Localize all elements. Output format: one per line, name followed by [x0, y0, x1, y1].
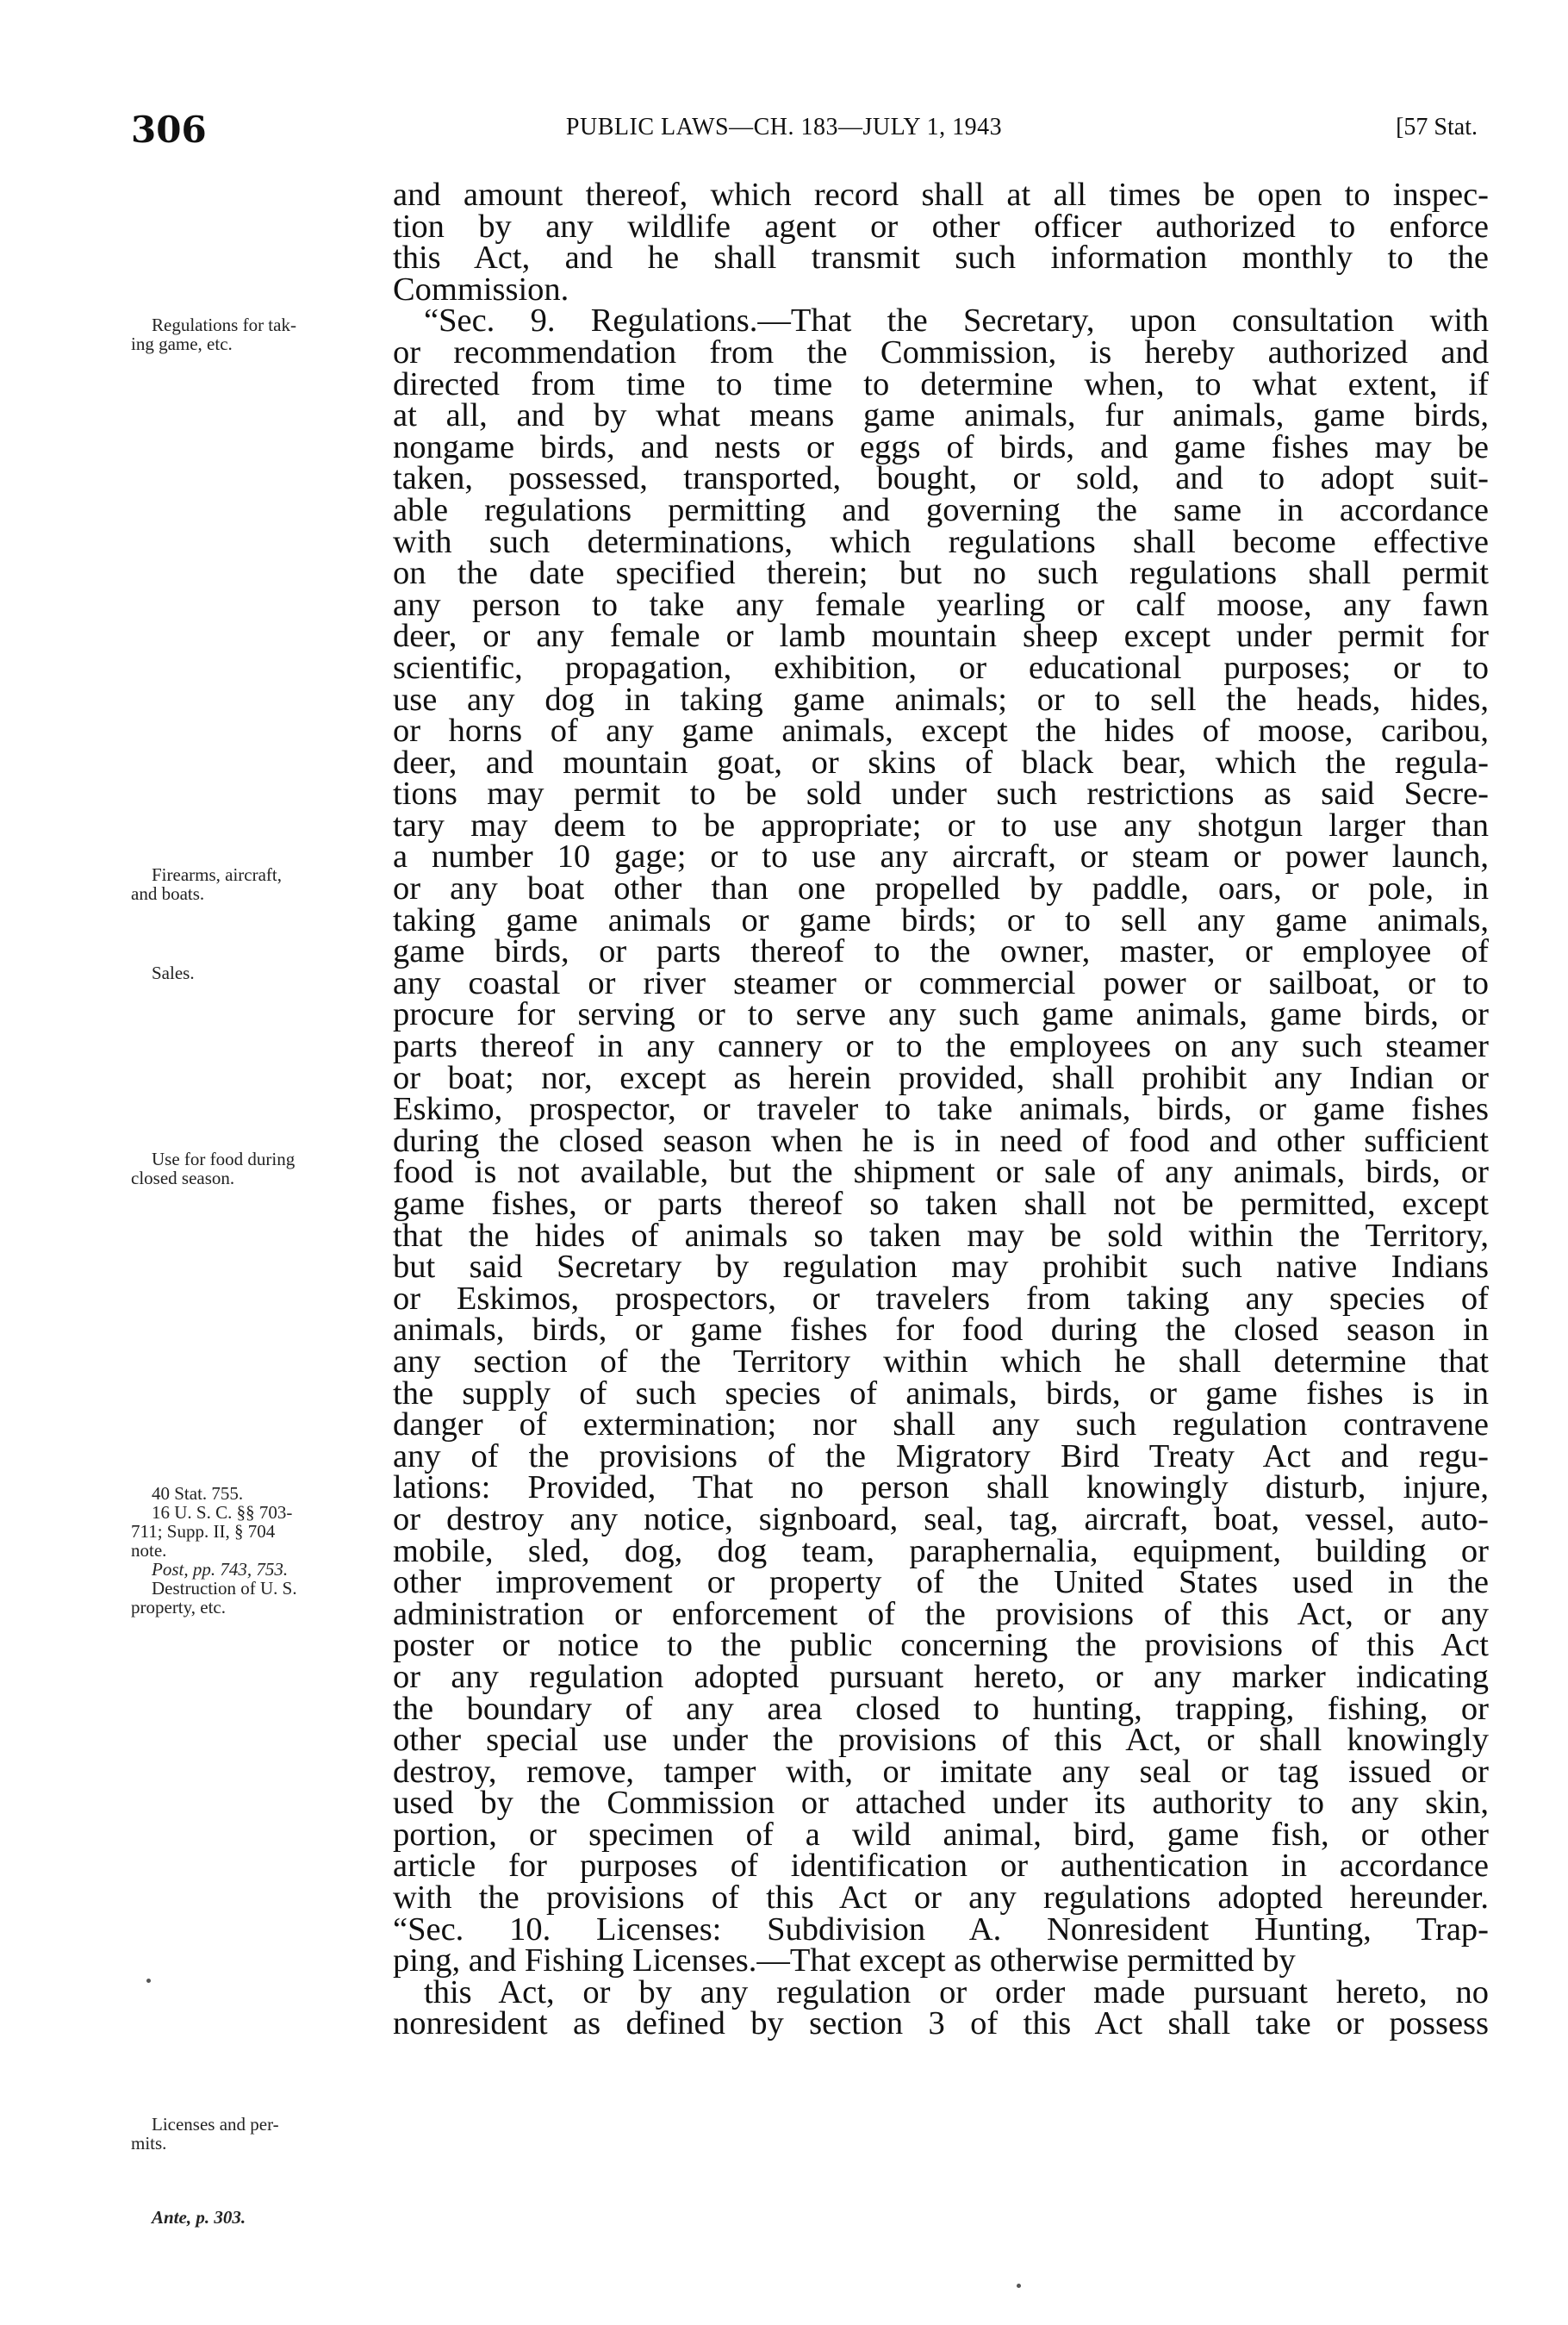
body-line: ping, and Fishing Licenses.—That except as otherwise permitted by	[393, 1942, 1296, 1979]
margin-note-line: Licenses and per-	[152, 2114, 279, 2135]
body-line: directed from time to time to determine when, to what extent, if	[393, 365, 1489, 402]
body-line: animals, birds, or game fishes for food during the closed season in	[393, 1312, 1489, 1349]
body-line: or any boat other than one propelled by paddle, oars, or pole, in	[393, 870, 1489, 907]
margin-note-line: 711; Supp. II, § 704	[131, 1521, 276, 1542]
body-line: use any dog in taking game animals; or to sell the heads, hides,	[393, 681, 1489, 718]
margin-note-line: 40 Stat. 755.	[152, 1483, 244, 1504]
footer-dot	[1017, 2284, 1021, 2288]
body-line: a number 10 gage; or to use any aircraft, or steam or power launch,	[393, 838, 1489, 876]
body-line: with such determinations, which regulations shall become effective	[393, 523, 1489, 560]
margin-note-line: and boats.	[131, 883, 205, 904]
body-line: game fishes, or parts thereof so taken shall not be permitted, except	[393, 1186, 1489, 1222]
body-line: parts thereof in any cannery or to the employees on any such steamer	[393, 1028, 1489, 1065]
body-line: procure for serving or to serve any such game animals, game birds, or	[393, 996, 1489, 1033]
body-line: on the date specified therein; but no such regulations shall permit	[393, 555, 1489, 592]
body-line: “Sec. 10. Licenses: Subdivision A. Nonresident Hunting, Trap-	[393, 1910, 1489, 1948]
body-line: or Eskimos, prospectors, or travelers from taking any species of	[393, 1280, 1489, 1317]
page-header	[0, 109, 1568, 152]
body-line: any section of the Territory within which he shall determine that	[393, 1343, 1489, 1380]
body-line: but said Secretary by regulation may prohibit such native Indians	[393, 1249, 1489, 1286]
body-line: deer, or any female or lamb mountain sheep except under permit for	[393, 618, 1489, 655]
margin-note-line: property, etc.	[131, 1597, 227, 1618]
margin-note-line: 16 U. S. C. §§ 703-	[152, 1502, 293, 1523]
body-line: this Act, and he shall transmit such information monthly to the	[393, 240, 1489, 277]
body-line: tary may deem to be appropriate; or to use any shotgun larger than	[393, 807, 1489, 844]
body-line: game birds, or parts thereof to the owner, master, or employee of	[393, 933, 1489, 970]
body-line: or horns of any game animals, except the hides of moose, caribou,	[393, 713, 1489, 750]
body-line	[393, 2072, 1489, 2104]
body-line: Commission.	[393, 271, 569, 308]
body-line: or boat; nor, except as herein provided, shall prohibit any Indian or	[393, 1059, 1489, 1096]
margin-note-line: Ante, p. 303.	[152, 2207, 246, 2228]
margin-note-line: closed season.	[131, 1168, 235, 1188]
margin-note-line: note.	[131, 1540, 167, 1561]
statute-body	[393, 179, 1489, 2103]
body-line: Eskimo, prospector, or traveler to take animals, birds, or game fishes	[393, 1091, 1489, 1128]
body-line: or destroy any notice, signboard, seal, tag, aircraft, boat, vessel, auto-	[393, 1500, 1489, 1537]
body-line: article for purposes of identification or authentication in accordance	[393, 1848, 1489, 1885]
body-line: used by the Commission or attached under its authority to any skin,	[393, 1785, 1489, 1822]
margin-note-sales	[131, 963, 195, 982]
margin-note-line: Post, pp. 743, 753.	[152, 1559, 289, 1580]
margin-note-firearms	[131, 865, 282, 903]
margin-dot	[146, 1979, 151, 1983]
margin-note-line: Regulations for tak-	[152, 315, 296, 335]
body-line: portion, or specimen of a wild animal, bird, game fish, or other	[393, 1816, 1489, 1853]
body-line: taking game animals or game birds; or to sell any game animals,	[393, 901, 1489, 938]
body-line: or recommendation from the Commission, is hereby authorized and	[393, 333, 1489, 371]
body-line: with the provisions of this Act or any regulations adopted hereunder.	[393, 1879, 1489, 1917]
margin-note-line: Use for food during	[152, 1149, 296, 1169]
body-line: taken, possessed, transported, bought, or sold, and to adopt suit-	[393, 460, 1489, 497]
body-line: tions may permit to be sold under such restrictions as said Secre-	[393, 776, 1489, 813]
body-line: scientific, propagation, exhibition, or educational purposes; or to	[393, 649, 1489, 686]
margin-note-line: Firearms, aircraft,	[152, 864, 283, 885]
body-line: danger of extermination; nor shall any such regulation contravene	[393, 1406, 1489, 1443]
body-line: nongame birds, and nests or eggs of birds, and game fishes may be	[393, 428, 1489, 465]
body-line: at all, and by what means game animals, fur animals, game birds,	[393, 397, 1489, 434]
margin-note-use-for-food	[131, 1150, 295, 1187]
section-9-heading-line: “Sec. 9. Regulations.—That the Secretary, upon consultation with	[424, 302, 1489, 340]
body-line: any coastal or river steamer or commercial power or sailboat, or to	[393, 964, 1489, 1001]
body-line: and amount thereof, which record shall at all times be open to inspec-	[393, 177, 1489, 213]
margin-note-regulations	[131, 315, 296, 353]
page-number: 306	[131, 109, 207, 151]
body-line: tion by any wildlife agent or other officer authorized to enforce	[393, 208, 1489, 245]
margin-note-line: Sales.	[152, 963, 195, 983]
body-line: or any regulation adopted pursuant hereto, or any marker indicating	[393, 1658, 1489, 1695]
body-line: deer, and mountain goat, or skins of black bear, which the regula-	[393, 744, 1489, 781]
body-line: any person to take any female yearling or calf moose, any fawn	[393, 586, 1489, 623]
margin-note-line: Destruction of U. S.	[152, 1578, 297, 1599]
margin-note-citations	[131, 1484, 297, 1617]
body-line: destroy, remove, tamper with, or imitate any seal or tag issued or	[393, 1753, 1489, 1790]
body-line: administration or enforcement of the provisions of this Act, or any	[393, 1595, 1489, 1632]
body-line: nonresident as defined by section 3 of this Act shall take or possess	[393, 2005, 1489, 2042]
section-10-heading-line: this Act, or by any regulation or order made pursuant hereto, no	[424, 1973, 1489, 2010]
body-line: other improvement or property of the United States used in the	[393, 1564, 1489, 1601]
body-line: food is not available, but the shipment or sale of any animals, birds, or	[393, 1154, 1489, 1191]
running-head: PUBLIC LAWS—CH. 183—JULY 1, 1943	[565, 114, 1003, 140]
body-line: during the closed season when he is in need of food and other sufficient	[393, 1122, 1489, 1159]
body-line: any of the provisions of the Migratory Bird Treaty Act and regu-	[393, 1437, 1489, 1474]
body-line: mobile, sled, dog, dog team, paraphernalia, equipment, building or	[393, 1532, 1489, 1569]
body-line	[393, 2040, 1489, 2072]
margin-note-line: ing game, etc.	[131, 333, 233, 354]
body-line: that the hides of animals so taken may be sold within the Territory,	[393, 1217, 1489, 1254]
volume-reference: [57 Stat.	[1396, 114, 1478, 140]
body-line: poster or notice to the public concerning the provisions of this Act	[393, 1627, 1489, 1664]
body-line: the supply of such species of animals, birds, or game fishes is in	[393, 1374, 1489, 1412]
body-line: the boundary of any area closed to hunting, trapping, fishing, or	[393, 1690, 1489, 1727]
margin-note-ante	[152, 2208, 246, 2227]
body-line: able regulations permitting and governing the same in accordance	[393, 491, 1489, 528]
body-line: lations: Provided, That no person shall knowingly disturb, injure,	[393, 1469, 1489, 1506]
margin-note-line: mits.	[131, 2133, 167, 2154]
body-line: other special use under the provisions of this Act, or shall knowingly	[393, 1722, 1489, 1759]
margin-note-licenses	[131, 2115, 279, 2153]
